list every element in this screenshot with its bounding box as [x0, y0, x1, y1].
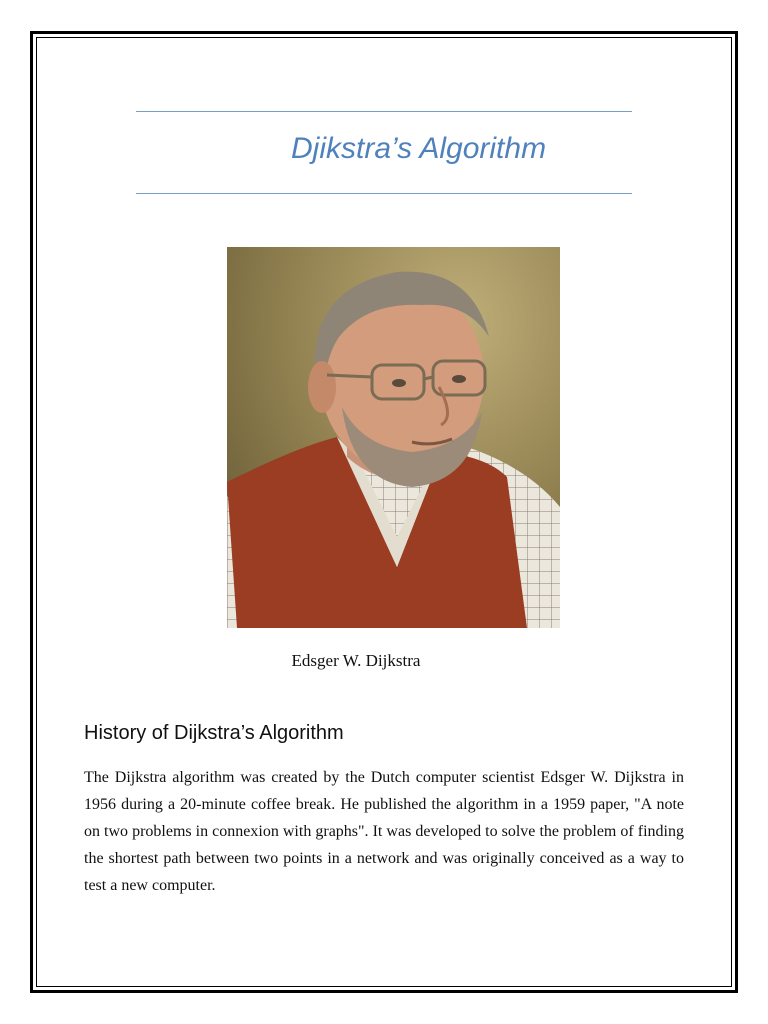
- section-heading: History of Dijkstra’s Algorithm: [84, 722, 344, 744]
- title-rule-bottom: [136, 193, 632, 194]
- document-title: Djikstra’s Algorithm: [291, 132, 547, 165]
- portrait-caption: [0, 651, 740, 671]
- body-paragraph: The Dijkstra algorithm was created by the Dutch computer scientist Edsger W. Dijkstra in 1956 during a 20-minute coffee break. He published the algorithm in a 1959 paper, "A note on two problems in connexion with graphs". It was developed to solve the problem of finding the shortest path between two points in a network and was originally conceived as a way to test a new computer.: [84, 769, 684, 894]
- portrait-caption-text: Edsger W. Dijkstra: [291, 651, 421, 670]
- portrait-illustration: [227, 247, 560, 628]
- portrait-photo: [227, 247, 560, 628]
- title-rule-top: [136, 111, 632, 112]
